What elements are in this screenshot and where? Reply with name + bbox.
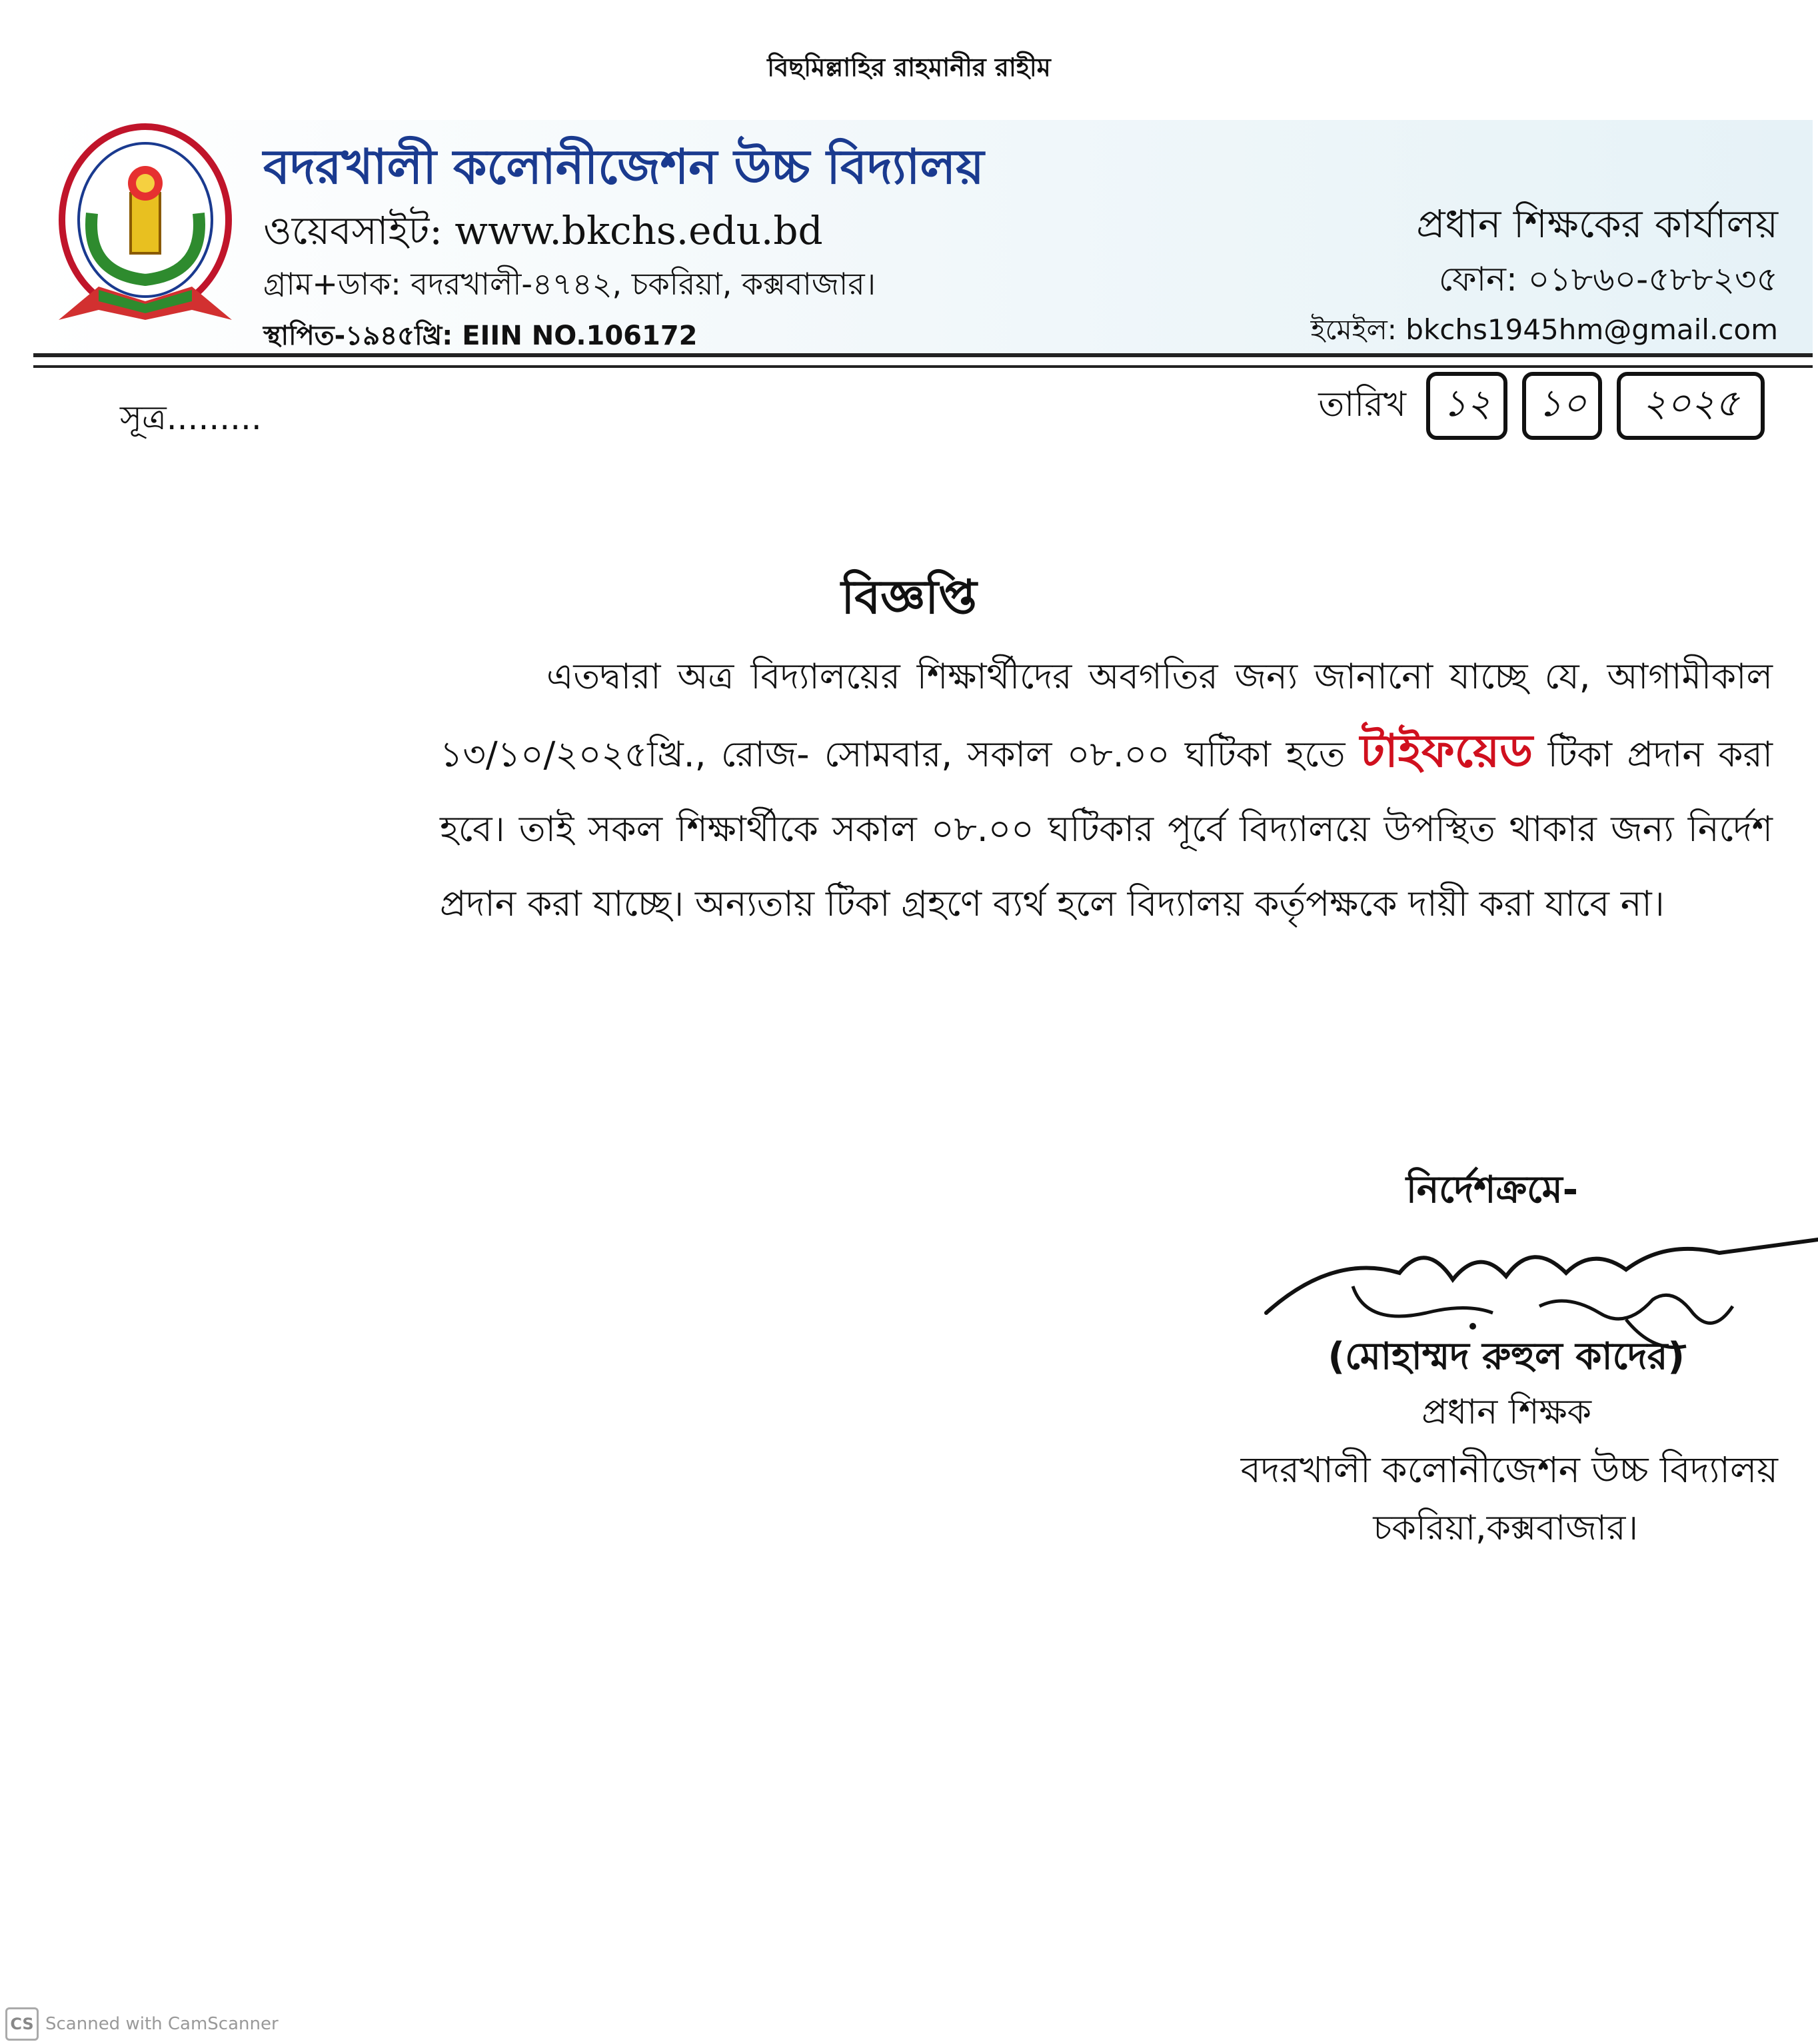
scanner-text: Scanned with CamScanner <box>45 2014 279 2034</box>
letterhead-divider <box>33 365 1813 368</box>
date-month-box: ১০ <box>1522 372 1602 440</box>
signatory-name: (মোহাম্মদ রুহুল কাদের) <box>1328 1335 1685 1378</box>
school-crest-logo-icon <box>45 120 245 340</box>
signatory-place: চকরিয়া,কক্সবাজার। <box>1373 1508 1638 1548</box>
date-year-box: ২০২৫ <box>1617 372 1765 440</box>
bismillah-line: বিছমিল্লাহির রাহমানীর রাহীম <box>767 53 1051 82</box>
school-address: গ্রাম+ডাক: বদরখালী-৪৭৪২, চকরিয়া, কক্সবাজার। <box>263 266 876 302</box>
school-website: ওয়েবসাইট: www.bkchs.edu.bd <box>263 208 823 253</box>
camscanner-icon: CS <box>5 2007 39 2041</box>
scanner-watermark <box>5 2007 279 2041</box>
notice-text-part1: এতদ্বারা অত্র বিদ্যালয়ের শিক্ষার্থীদের অবগতির জন্য জানানো যাচ্ছে যে, আগামীকাল ১৩/১০/২০২৫খ্রি., রোজ- সোমবার, সকাল ০৮.০০ ঘটিকা হতে <box>440 656 1773 775</box>
established-eiin: স্থাপিত-১৯৪৫খ্রি: EIIN NO.106172 <box>263 321 698 351</box>
headmaster-office: প্রধান শিক্ষকের কার্যালয় <box>1416 201 1778 247</box>
school-name: বদরখালী কলোনীজেশন উচ্চ বিদ্যালয় <box>263 139 984 195</box>
date-day-box: ১২ <box>1426 372 1507 440</box>
date-label: তারিখ <box>1318 384 1406 425</box>
notice-text-part2: টিকা প্রদান করা হবে। তাই সকল শিক্ষার্থীকে সকাল ০৮.০০ ঘটিকার পূর্বে বিদ্যালয়ে উপস্থিত থাকার জন্য নির্দেশ প্রদান করা যাচ্ছে। অন্যতায় টিকা গ্রহণে ব্যর্থ হলে বিদ্যালয় কর্তৃপক্ষকে দায়ী করা যাবে না। <box>440 734 1773 924</box>
phone-number: ফোন: ০১৮৬০-৫৮৮২৩৫ <box>1438 260 1778 299</box>
signatory-title: প্রধান শিক্ষক <box>1421 1392 1591 1432</box>
notice-title: বিজ্ঞপ্তি <box>841 570 977 624</box>
by-order-label: নির্দেশক্রমে- <box>1405 1168 1578 1212</box>
signatory-school: বদরখালী কলোনীজেশন উচ্চ বিদ্যালয় <box>1240 1449 1778 1491</box>
email-address: ইমেইল: bkchs1945hm@gmail.com <box>1310 313 1778 346</box>
date-row <box>1318 372 1765 440</box>
vaccine-highlight: টাইফয়েড <box>1360 725 1533 778</box>
notice-body <box>440 640 1773 942</box>
reference-line: সূত্র......... <box>120 399 262 437</box>
